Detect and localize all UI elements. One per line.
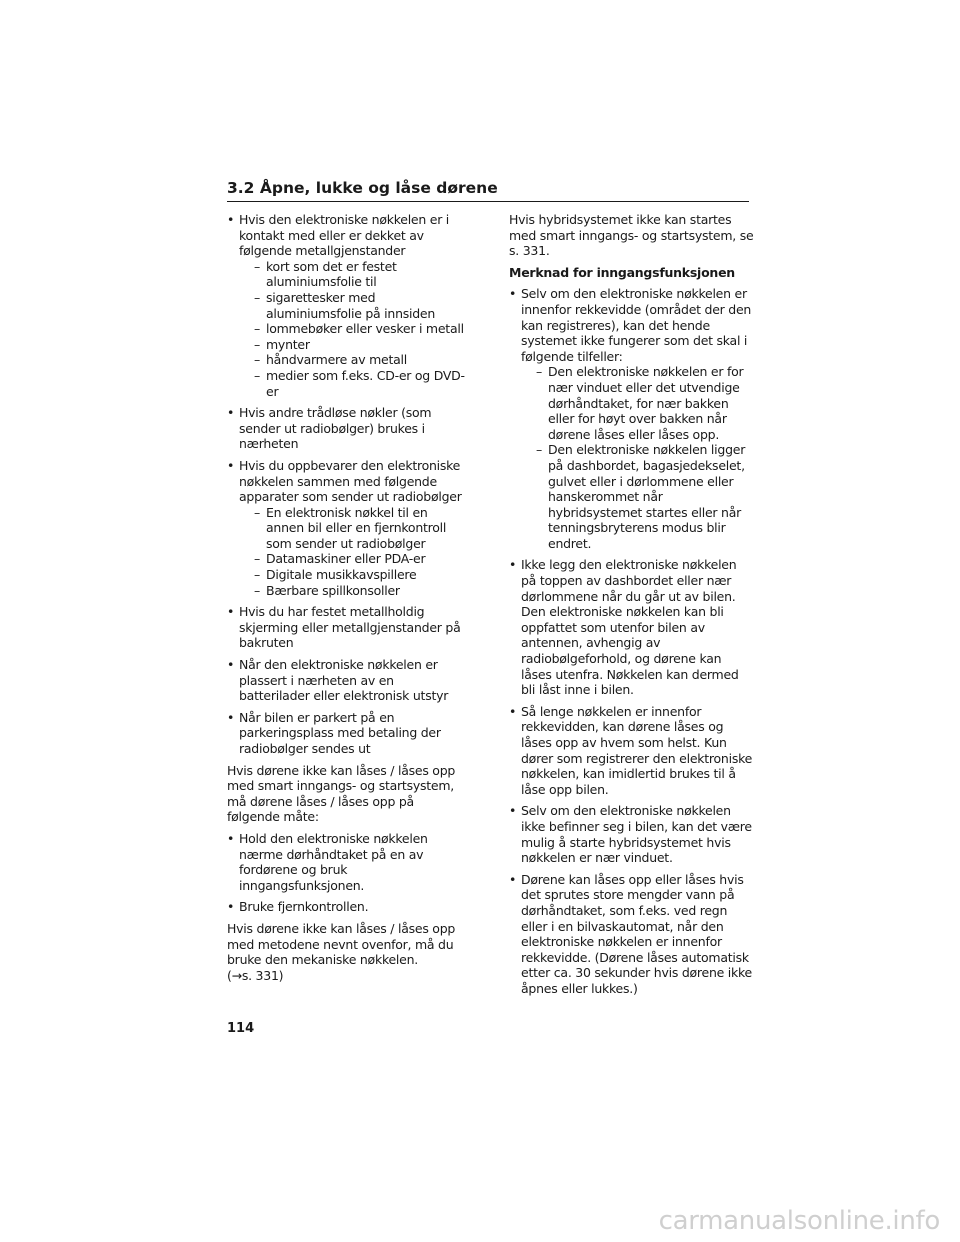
bullet-text: Hvis du oppbevarer den elektroniske nøkkelen sammen med følgende apparater som sender ut radiobølger — [239, 457, 462, 505]
right-column — [509, 212, 754, 1003]
list-item — [227, 458, 467, 598]
sub-item: – lommebøker eller vesker i metall — [254, 321, 467, 337]
sub-item: – En elektronisk nøkkel til en annen bil eller en fjernkontroll som sender ut radiobølger — [254, 505, 467, 552]
list-item: • Ikke legg den elektroniske nøkkelen på toppen av dashbordet eller nær dørlommene når du går ut av bilen. Den elektroniske nøkkelen kan bli oppfattet som utenfor bilen av antennen, avhengig av radiobølgeforhold, og dørene kan låses utenfra. Nøkkelen kan dermed bli låst inne i bilen. — [509, 557, 754, 697]
sub-item: – Datamaskiner eller PDA-er — [254, 551, 467, 567]
sub-list — [521, 364, 754, 551]
list-item: • Hvis du har festet metallholdig skjerming eller metallgjenstander på bakruten — [227, 604, 467, 651]
sub-item: – kort som det er festet aluminiumsfolie til — [254, 259, 467, 290]
list-item: • Dørene kan låses opp eller låses hvis det sprutes store mengder vann på dørhåndtaket, som f.eks. ved regn eller i en bilvaskautomat, når den elektroniske nøkkelen er innenfor rekkevidde. (Dørene låses automatisk etter ca. 30 sekunder hvis dørene ikke åpnes eller lukkes.) — [509, 872, 754, 997]
list-item: • Hold den elektroniske nøkkelen nærme dørhåndtaket på en av fordørene og bruk inngangsfunksjonen. — [227, 831, 467, 893]
sub-item: – mynter — [254, 337, 467, 353]
sub-item: – medier som f.eks. CD-er og DVD-er — [254, 368, 467, 399]
sub-item: – Digitale musikkavspillere — [254, 567, 467, 583]
page-reference: (→s. 331) — [227, 967, 284, 983]
sub-list — [239, 259, 467, 399]
sub-item: – Den elektroniske nøkkelen ligger på dashbordet, bagasjedekselet, gulvet eller i dørlommene eller hanskerommet når hybridsystemet startes eller når tenningsbryterens modus blir endret. — [536, 442, 754, 551]
paragraph: Hvis hybridsystemet ikke kan startes med smart inngangs- og startsystem, se s. 331. — [509, 212, 754, 259]
paragraph — [227, 921, 467, 983]
list-item: • Når bilen er parkert på en parkeringsplass med betaling der radiobølger sendes ut — [227, 710, 467, 757]
sub-item: – sigarettesker med aluminiumsfolie på innsiden — [254, 290, 467, 321]
bullet-list — [509, 286, 754, 996]
bullet-text: Hvis den elektroniske nøkkelen er i kontakt med eller er dekket av følgende metallgjenstander — [239, 212, 450, 259]
list-item — [509, 286, 754, 551]
list-item: • Når den elektroniske nøkkelen er plassert i nærheten av en batterilader eller elektronisk utstyr — [227, 657, 467, 704]
page-number: 114 — [227, 1021, 255, 1036]
paragraph-text: Hvis dørene ikke kan låses / låses opp med metodene nevnt ovenfor, må du bruke den mekaniske nøkkelen. — [227, 920, 456, 968]
bullet-list — [227, 212, 467, 757]
watermark: carmanualsonline.info — [658, 1206, 940, 1236]
sub-item: – Den elektroniske nøkkelen er for nær vinduet eller det utvendige dørhåndtaket, for nær bakken eller for høyt over bakken når dørene låses eller låses opp. — [536, 364, 754, 442]
bullet-list — [227, 831, 467, 915]
list-item: • Selv om den elektroniske nøkkelen ikke befinner seg i bilen, kan det være mulig å starte hybridsystemet hvis nøkkelen er nær vinduet. — [509, 803, 754, 865]
left-column — [227, 212, 467, 989]
list-item — [227, 212, 467, 399]
bullet-text: Selv om den elektroniske nøkkelen er innenfor rekkevidde (området der den kan registreres), kan det hende systemet ikke fungerer som det skal i følgende tilfeller: — [521, 286, 752, 364]
section-title: 3.2 Åpne, lukke og låse dørene — [227, 178, 749, 202]
list-item: • Så lenge nøkkelen er innenfor rekkevidden, kan dørene låses og låses opp av hvem som helst. Kun dører som registrerer den elektroniske nøkkelen, kan imidlertid brukes til å låse opp bilen. — [509, 704, 754, 798]
sub-item: – håndvarmere av metall — [254, 352, 467, 368]
list-item: • Bruke fjernkontrollen. — [227, 899, 467, 915]
sub-list — [239, 505, 467, 599]
sub-item: – Bærbare spillkonsoller — [254, 583, 467, 599]
list-item: • Hvis andre trådløse nøkler (som sender ut radiobølger) brukes i nærheten — [227, 405, 467, 452]
paragraph: Hvis dørene ikke kan låses / låses opp med smart inngangs- og startsystem, må dørene låses / låses opp på følgende måte: — [227, 762, 456, 825]
subheading: Merknad for inngangsfunksjonen — [509, 264, 735, 280]
